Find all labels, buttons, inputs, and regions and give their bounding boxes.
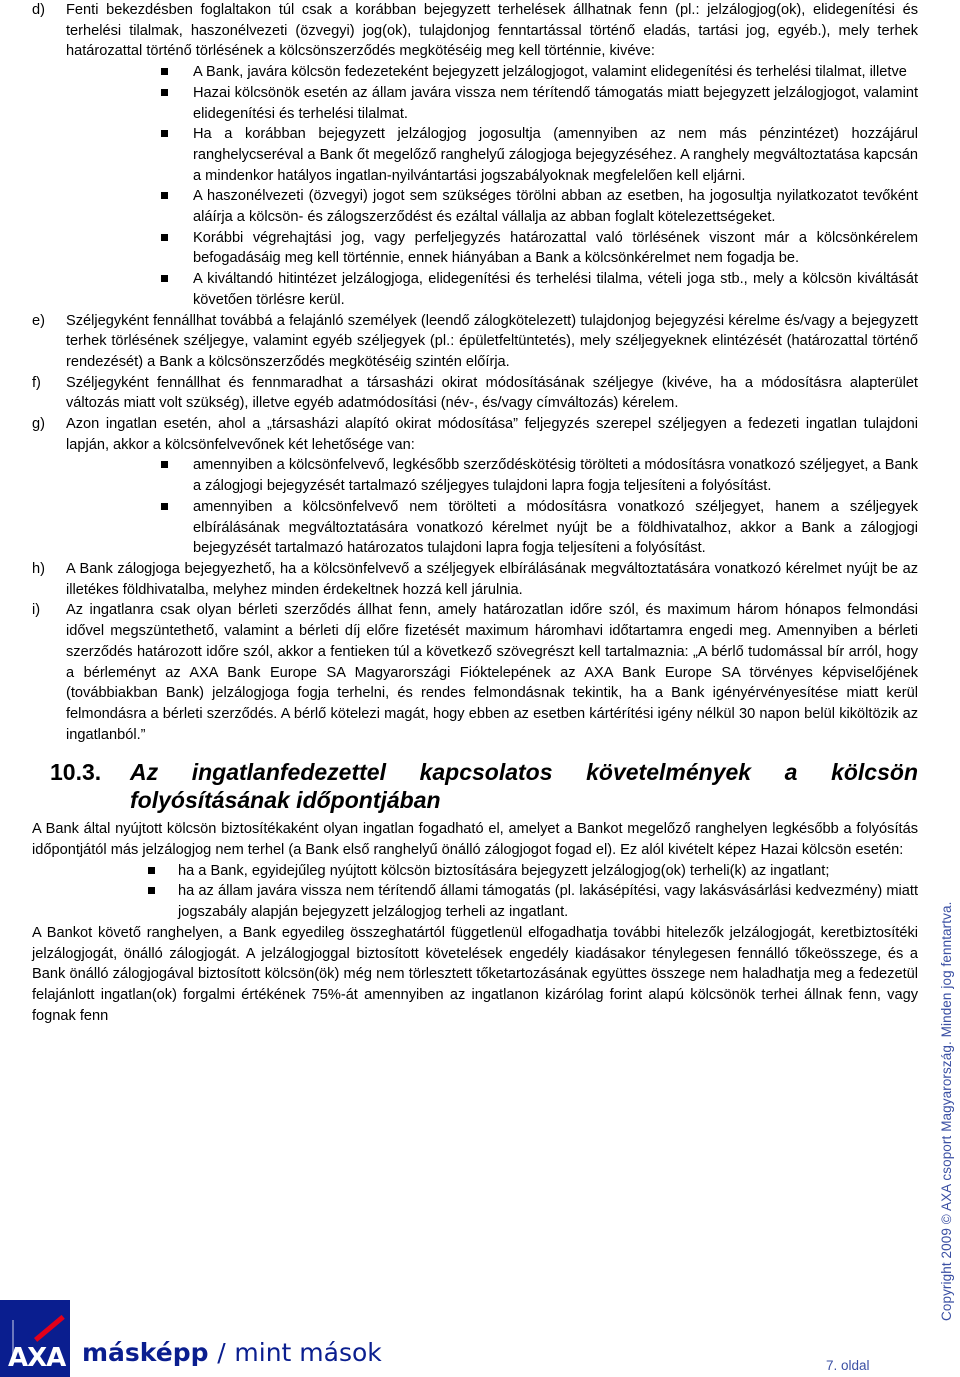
bullet-text: A Bank, javára kölcsön fedezeteként bejegyzett jelzálogjogot, valamint elidegenítési és terhelési tilalmat, illetve [193,64,907,81]
list-item-e [32,311,918,373]
square-bullet-icon [161,83,193,96]
item-label: h) [32,560,45,577]
bullet-item [161,83,918,124]
bullet-text: Korábbi végrehajtási jog, vagy perfeljegyzés határozattal való törlésének viszont már a kölcsönkérelem befogadásáig meg kell történnie, ennek hiányában a Bank a kölcsönkérelmet nem fogadja be. [193,229,918,267]
bullet-item [161,497,918,559]
bullet-text: ha az állam javára vissza nem térítendő állami támogatás (pl. lakásépítési, vagy lakásvásárlási kedvezmény) miatt jogszabály alapján bejegyzett jelzálogjog terheli az ingatlant. [178,883,918,921]
section-number: 10.3. [50,759,102,786]
bullet-item [161,228,918,269]
list-item-i [32,600,918,745]
bullet-text: amennyiben a kölcsönfelvevő nem törölteti a módosításra vonatkozó széljegyet, hanem a széljegyek elbírálásának megváltoztatására vonatkozó kérelmet nyújt be a földhivatalhoz, akkor a Bank a zálogjogi bejegyzését tartalmazó határozatos tulajdoni lapra fogja teljesíteni a folyósítást. [193,498,918,557]
copyright-notice: Copyright 2009 © AXA csoport Magyarország. Minden jog fenntartva. [939,901,954,1321]
slogan-left: másképp [82,1338,209,1367]
bullet-item [161,62,918,83]
bullet-text: Hazai kölcsönök esetén az állam javára vissza nem térítendő támogatás miatt bejegyzett jelzálogjogot, valamint elidegenítési és terhelési tilalmat. [193,84,918,122]
section-title: Az ingatlanfedezettel kapcsolatos követelmények a kölcsön folyósításának időpontjában [130,759,918,814]
item-label: g) [32,416,45,433]
bullet-item [161,124,918,186]
item-label: i) [32,602,41,619]
logo-text: AXA [8,1343,66,1373]
page-number: 7. oldal [826,1358,870,1373]
axa-logo [0,1300,70,1377]
item-text: Az ingatlanra csak olyan bérleti szerződés állhat fenn, amely határozatlan időre szól, és maximum három hónapos felmondási idővel megszüntethető, valamint a bérleti díj előre fizetését maximum háromhavi időtartamra engedi meg. Amennyiben a bérleti szerződés határozott időre szól, akkor a fentieken túl a következő szövegrészt kell tartalmaznia: „A bérlő tudomással bír arról, hogy a bérleményt az AXA Bank Europe SA Magyarországi Fióktelepének az AXA Bank Europe SA törvényes képviselőjének (továbbiakban Bank) jelzálogjoga fogja terhelni, és rendes felmondásnak tekintik, ha a Bank igényérvényesítése miatt kerül felmondásra a bérleti szerződés. A bérlő kötelezi magát, hogy ebben az esetben kártérítési igény nélkül 30 napon belül kiköltözik az ingatlanból.” [66,602,918,743]
bullet-item [148,881,918,922]
bullet-text: ha a Bank, egyidejűleg nyújtott kölcsön biztosítására bejegyzett jelzálogjog(ok) terheli(k) az ingatlant; [178,862,830,879]
bullet-text: Ha a korábban bejegyzett jelzálogjog jogosultja (amennyiben az nem más pénzintézet) hozzájárul ranghelycseréval a Bank őt megelőző ranghelyű zálogjoga bejegyzéséhez. A ranghely megváltoztatása kapcsán a mindenkor hatályos ingatlan-nyilvántartási jogszabályoknak megfelelően kell eljárni. [193,126,918,184]
red-stripe-icon [34,1315,65,1342]
item-text: A Bank zálogjoga bejegyezhető, ha a kölcsönfelvevő a széljegyek elbírálásának megváltoztatására vonatkozó kérelmet nyújt be az illetékes földhivatalba, melyhez minden érdekeltnek hozzá kell járulnia. [66,560,918,598]
square-bullet-icon [161,124,193,137]
square-bullet-icon [161,228,193,241]
list-item-d [32,0,918,62]
bullet-text: A haszonélvezeti (özvegyi) jogot sem szükséges törölni abban az esetben, ha jogosultja nyilatkozatot tevőként aláírja a kölcsön- és zálogszerződést és ezáltal vállalja az abban foglalt kötelezettségeket. [193,188,918,226]
square-bullet-icon [161,62,193,75]
section-intro: A Bank által nyújtott kölcsön biztosítékaként olyan ingatlan fogadható el, amelyet a Bankot megelőző ranghelyen legkésőbb a folyósítás időpontjától más jelzálogjog nem terhel (a Bank első ranghelyű önálló zálogjogot fogad el). Ez alól kivételt képez Hazai kölcsön esetén: [32,821,918,859]
list-item-f [32,373,918,414]
square-bullet-icon [161,455,193,468]
square-bullet-icon [161,186,193,199]
section-heading [50,758,918,814]
item-label: e) [32,312,45,329]
square-bullet-icon [161,269,193,282]
list-item-g [32,414,918,455]
item-text: Széljegyként fennállhat továbbá a felajánló személyek (leendő zálogkötelezett) tulajdonjog bejegyzési kérelme és/vagy a bejegyzett terhek törlésének széljegye, valamint egyéb széljegyek (pl.: épületfeltüntetés), mely széljegyeknek elintézését (határozattal történő rendezését) a Bank a kölcsönszerződés megkötéséig szintén előírja. [66,312,918,370]
slogan-separator: / [217,1338,226,1367]
bullet-text: A kiváltandó hitintézet jelzálogjoga, elidegenítési és terhelési tilalma, vételi joga stb., mely a kölcsön kiváltását követően törlésre kerül. [193,271,918,308]
bullet-item [161,269,918,310]
square-bullet-icon [148,861,178,874]
bullet-item [161,186,918,227]
bullet-item [161,455,918,496]
document-body [32,0,918,1026]
item-text: Széljegyként fennállhat és fennmaradhat a társasházi okirat módosításának széljegye (kivéve, ha a módosításra alapterület változás miatt volt szükség), illetve egyéb adatmódosítási (név-, és/vagy címváltozás) kérelem. [66,374,918,412]
bullet-text: amennyiben a kölcsönfelvevő, legkésőbb szerződéskötésig törölteti a módosításra vonatkozó széljegyet, a Bank a zálogjogi bejegyzését tartalmazó széljegyes tulajdoni lapra fogja teljesíteni a folyósítást. [193,457,918,495]
brand-slogan [82,1338,382,1367]
list-item-h [32,559,918,600]
item-text: Fenti bekezdésben foglaltakon túl csak a korábban bejegyzett terhelések állhatnak fenn (pl.: jelzálogjog(ok), elidegenítési és terhelési tilalmak, haszonélvezeti (özvegyi) jog(ok), tulajdonjog fenntartással történő eladás, tartási jog, egyéb.), mely terhek határozattal történő törlésének a kölcsönszerződés megkötéséig meg kell történnie, kivéve: [66,2,918,60]
bullet-item [148,861,918,882]
item-label: f) [32,374,41,391]
slogan-right: mint mások [234,1338,382,1367]
square-bullet-icon [148,881,178,894]
section-closing-paragraph: A Bankot követő ranghelyen, a Bank egyedileg összeghatártól függetlenül elfogadhatja további hitelezők jelzálogjogát, keretbiztosítéki jelzálogjogát, önálló zálogjogát. A jelzálogjoggal biztosított követelések engedély kiadásakor ténylegesen fennálló tőkeösszege, és a Bank önálló zálogjogával biztosított kölcsön(ök) még nem törlesztett tőketartozásának együttes összege nem haladhatja meg a fedezetül felajánlott ingatlan(ok) forgalmi értékének 75%-át amennyiben az ingatlanon kizárólag forint alapú kölcsönök terhei állnak fenn, vagy fognak fenn [32,924,918,1024]
item-text: Azon ingatlan esetén, ahol a „társasházi alapító okirat módosítása” feljegyzés szerepel széljegyen a fedezeti ingatlan tulajdoni lapján, akkor a kölcsönfelvevőnek két lehetősége van: [66,416,918,453]
item-label: d) [32,2,45,18]
square-bullet-icon [161,497,193,510]
